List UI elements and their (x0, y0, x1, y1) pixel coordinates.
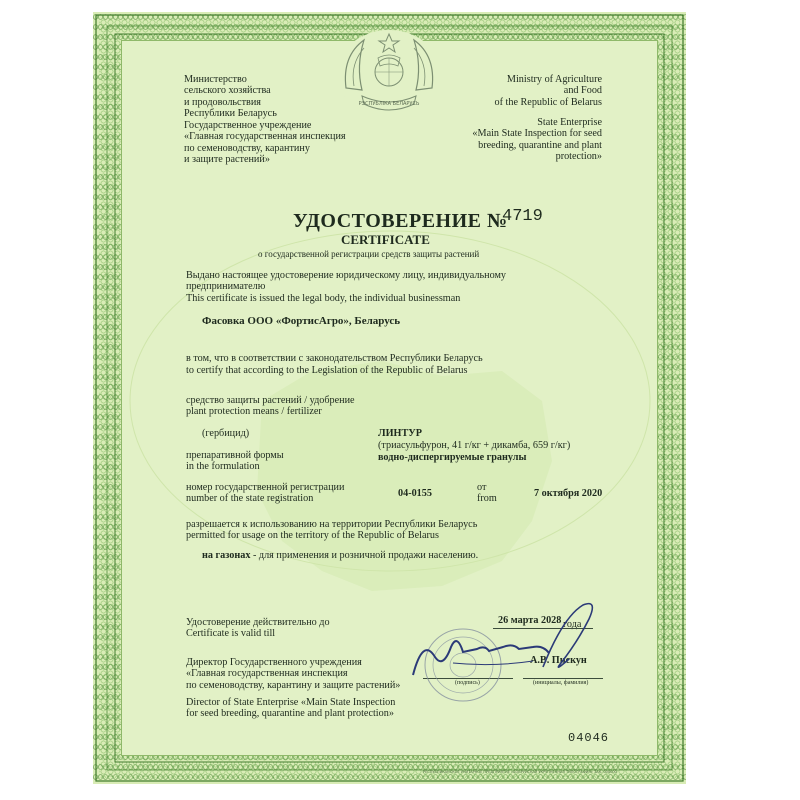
certify-en: to certify that according to the Legislation of the Republic of Belarus (186, 365, 468, 376)
means-en: plant protection means / fertilizer (186, 406, 322, 417)
holder-name: Фасовка ООО «ФортисАгро», Беларусь (202, 315, 401, 327)
validity-date: 26 марта 2028 (498, 615, 562, 626)
formulation-en: in the formulation (186, 461, 260, 472)
means-type: (гербицид) (202, 428, 250, 439)
from-ru: от (477, 482, 487, 493)
permission-scope: на газонах (202, 550, 251, 561)
registration-date: 7 октября 2020 (534, 488, 603, 499)
permission-en: permitted for usage on the territory of the Republic of Belarus (186, 530, 439, 541)
title-subtitle: о государственной регистрации средств защиты растений (258, 249, 480, 259)
serial-number: 04046 (568, 731, 610, 745)
director-name: А.В. Пискун (530, 655, 587, 666)
director-ru: Директор Государственного учреждения «Главная государственная инспекция по семеноводству, карантину и защите растений» (186, 657, 401, 691)
means-ru: средство защиты растений / удобрение (186, 395, 355, 406)
from-en: from (477, 493, 497, 504)
validity-en: Certificate is valid till (186, 628, 276, 639)
printer-microtext: РЕСПУБЛИКАНСКОЕ УНИТАРНОЕ ПРЕДПРИЯТИЕ «БОБРУЙСКАЯ УКРУПНЁННАЯ ТИПОГРАФИЯ» ЗАК. 000000 (423, 770, 617, 774)
permission-ru: разрешается к использованию на территории Республики Беларусь (186, 519, 478, 530)
issued-ru: Выдано настоящее удостоверение юридическому лицу, индивидуальному предпринимателю (186, 270, 507, 293)
registration-ru: номер государственной регистрации (186, 482, 345, 493)
validity-ru: Удостоверение действительно до (186, 617, 330, 628)
title-en: CERTIFICATE (341, 232, 430, 247)
title-ru: УДОСТОВЕРЕНИЕ № (293, 210, 508, 232)
validity-year-word: года (563, 619, 582, 630)
ministry-en: Ministry of Agriculture and Food of the Republic of Belarus (494, 74, 602, 108)
permission-scope-rest: - для применения и розничной продажи населению. (250, 550, 479, 561)
emblem-banner-text: РЭСПУБЛІКА БЕЛАРУСЬ (358, 101, 420, 107)
director-en: Director of State Enterprise «Main State Inspection for seed breeding, quarantine and plant protection» (186, 697, 396, 720)
name-caption: (инициалы, фамилия) (533, 680, 589, 686)
formulation-ru: препаративной формы (186, 450, 284, 461)
sign-caption: (подпись) (455, 680, 480, 686)
registration-en: number of the state registration (186, 493, 314, 504)
certificate-number: 4719 (502, 207, 543, 226)
belarus-emblem (334, 28, 444, 120)
enterprise-en: State Enterprise «Main State Inspection for seed breeding, quarantine and plant protection» (472, 117, 602, 163)
product-composition: (триасульфурон, 41 г/кг + дикамба, 659 г/кг) (378, 440, 571, 451)
certificate (93, 12, 686, 784)
director-signature (393, 597, 613, 687)
formulation-value: водно-диспергируемые гранулы (378, 452, 527, 463)
ministry-ru: Министерство сельского хозяйства и продовольствия Республики Беларусь Государственное учреждение «Главная государственная инспекция по семеноводству, карантину и защите растений» (184, 74, 346, 165)
registration-number: 04-0155 (398, 488, 432, 499)
permission-scope-line (202, 550, 478, 561)
issued-en: This certificate is issued the legal body, the individual businessman (186, 293, 461, 304)
certify-ru: в том, что в соответствии с законодательством Республики Беларусь (186, 353, 483, 364)
product-name: ЛИНТУР (378, 428, 422, 439)
